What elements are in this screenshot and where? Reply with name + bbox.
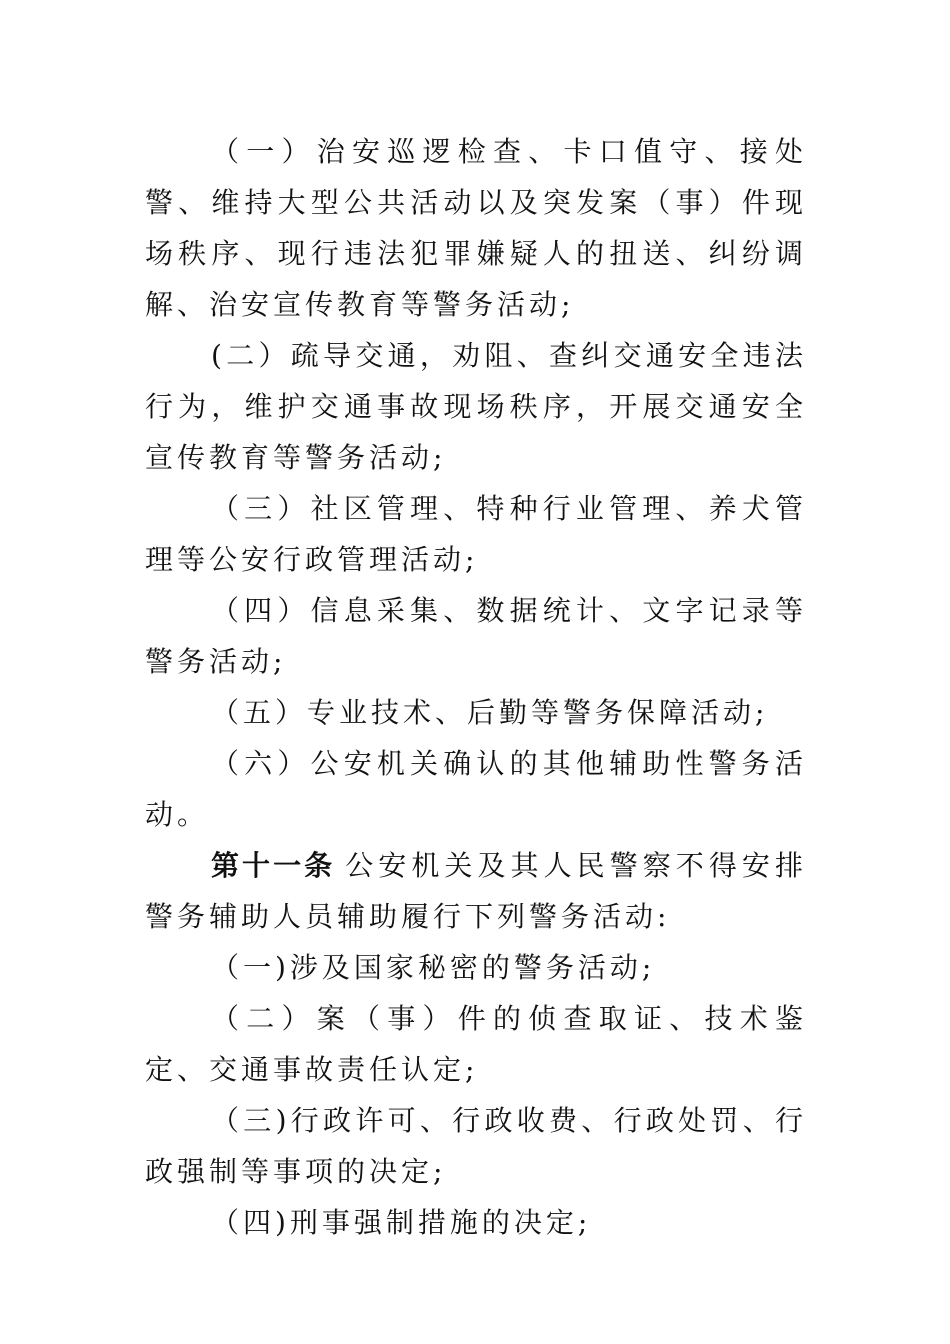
article-text: 公安机关及其人民警察不得安排警务辅助人员辅助履行下列警务活动: (145, 849, 807, 933)
list-item: （三)行政许可、行政收费、行政处罚、行政强制等事项的决定; (145, 1104, 807, 1188)
list-item: （一)涉及国家秘密的警务活动; (211, 951, 656, 984)
list-item: （一）治安巡逻检查、卡口值守、接处警、维持大型公共活动以及突发案（事）件现场秩序、现行违法犯罪嫌疑人的扭送、纠纷调解、治安宣传教育等警务活动; (145, 135, 807, 321)
list-item: （四)刑事强制措施的决定; (211, 1206, 592, 1239)
list-item: （四）信息采集、数据统计、文字记录等警务活动; (145, 594, 807, 678)
list-item: (二）疏导交通，劝阻、查纠交通安全违法行为，维护交通事故现场秩序，开展交通安全宣传教育等警务活动; (145, 339, 807, 474)
list-item: （三）社区管理、特种行业管理、养犬管理等公安行政管理活动; (145, 492, 807, 576)
list-item: （二）案（事）件的侦查取证、技术鉴定、交通事故责任认定; (145, 1002, 807, 1086)
list-item: （五）专业技术、后勤等警务保障活动; (211, 696, 769, 729)
article-heading: 第十一条 (211, 849, 336, 882)
list-item: （六）公安机关确认的其他辅助性警务活动。 (145, 747, 807, 831)
document-body (145, 126, 807, 1248)
article-paragraph (145, 840, 807, 942)
